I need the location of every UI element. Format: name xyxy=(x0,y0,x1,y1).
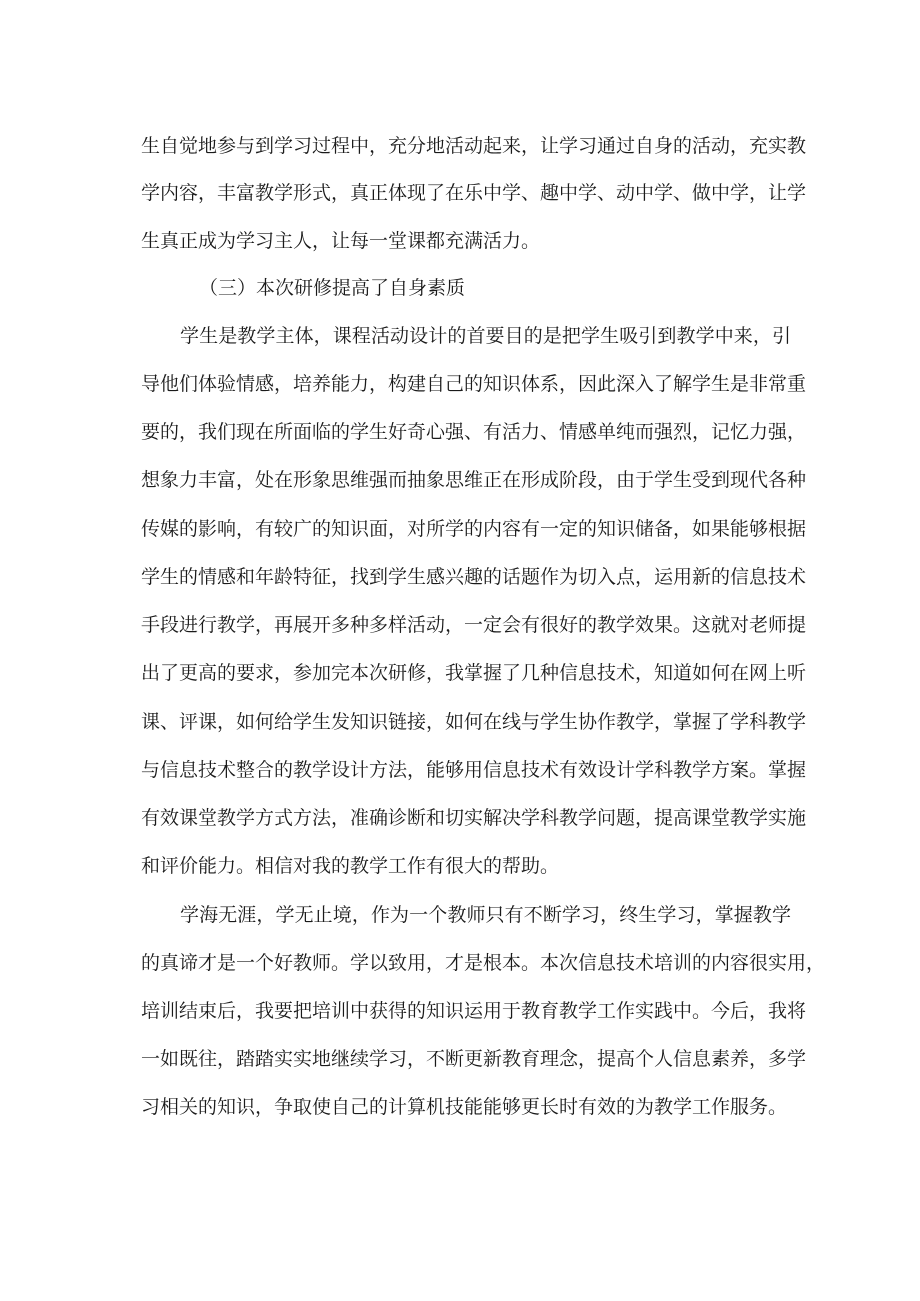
paragraph-line: 手段进行教学，再展开多种多样活动，一定会有很好的教学效果。这就对老师提 xyxy=(141,614,807,636)
paragraph-line: 学海无涯，学无止境，作为一个教师只有不断学习，终生学习，掌握教学 xyxy=(180,904,791,926)
paragraph-line: 课、评课，如何给学生发知识链接，如何在线与学生协作教学，掌握了学科教学 xyxy=(141,711,807,733)
paragraph-line: 生真正成为学习主人，让每一堂课都充满活力。 xyxy=(141,230,541,252)
paragraph-line: 习相关的知识，争取使自己的计算机技能能够更长时有效的为教学工作服务。 xyxy=(141,1096,788,1118)
paragraph-line: 导他们体验情感，培养能力，构建自己的知识体系，因此深入了解学生是非常重 xyxy=(141,373,807,395)
paragraph-line: 想象力丰富，处在形象思维强而抽象思维正在形成阶段，由于学生受到现代各种 xyxy=(141,469,807,491)
paragraph-line: 学生的情感和年龄特征，找到学生感兴趣的话题作为切入点，运用新的信息技术 xyxy=(141,566,807,588)
paragraph-line: 学生是教学主体，课程活动设计的首要目的是把学生吸引到教学中来，引 xyxy=(180,325,791,347)
paragraph-line: 培训结束后，我要把培训中获得的知识运用于教育教学工作实践中。今后，我将 xyxy=(141,1000,807,1022)
paragraph-line: 有效课堂教学方式方法，准确诊断和切实解决学科教学问题，提高课堂教学实施 xyxy=(141,807,807,829)
paragraph-line: 和评价能力。相信对我的教学工作有很大的帮助。 xyxy=(141,855,560,877)
paragraph-line: 学内容，丰富教学形式，真正体现了在乐中学、趣中学、动中学、做中学，让学 xyxy=(141,182,807,204)
section-heading: （三）本次研修提高了自身素质 xyxy=(199,277,466,299)
paragraph-line: 与信息技术整合的教学设计方法，能够用信息技术有效设计学科教学方案。掌握 xyxy=(141,759,807,781)
paragraph-line: 的真谛才是一个好教师。学以致用，才是根本。本次信息技术培训的内容很实用， xyxy=(141,952,826,974)
paragraph-line: 传媒的影响，有较广的知识面，对所学的内容有一定的知识储备，如果能够根据 xyxy=(141,518,807,540)
paragraph-line: 一如既往，踏踏实实地继续学习，不断更新教育理念，提高个人信息素养，多学 xyxy=(141,1048,807,1070)
paragraph-line: 出了更高的要求，参加完本次研修，我掌握了几种信息技术，知道如何在网上听 xyxy=(141,662,807,684)
paragraph-line: 要的，我们现在所面临的学生好奇心强、有活力、情感单纯而强烈，记忆力强， xyxy=(141,421,807,443)
paragraph-line: 生自觉地参与到学习过程中，充分地活动起来，让学习通过自身的活动，充实教 xyxy=(141,135,807,157)
